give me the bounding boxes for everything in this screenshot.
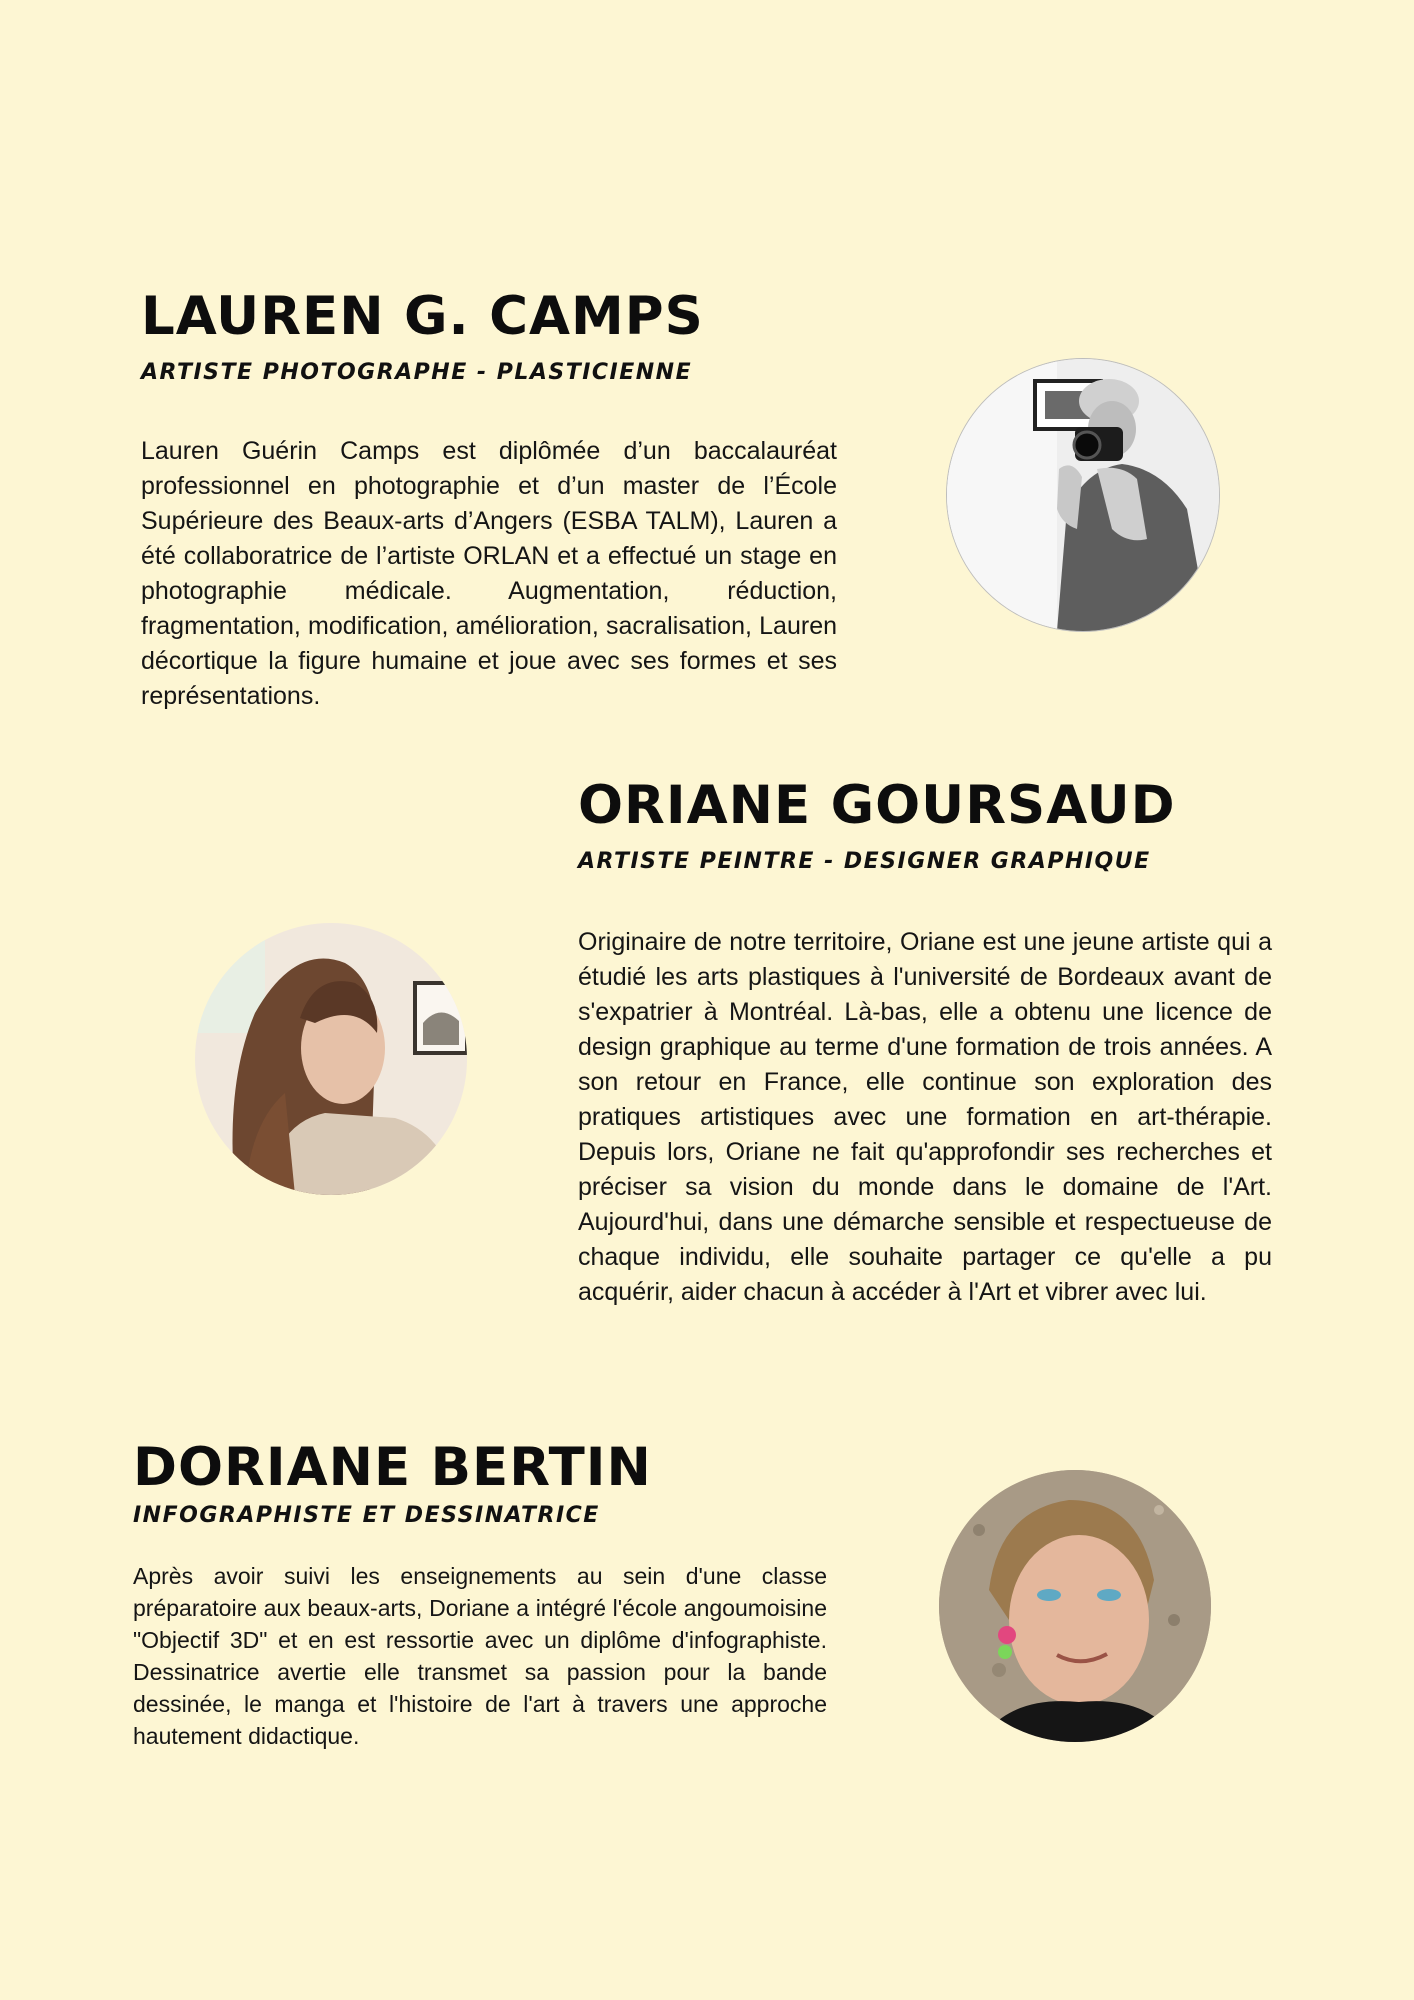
- artist-role-lauren-camps: ARTISTE PHOTOGRAPHE - PLASTICIENNE: [141, 360, 693, 385]
- artist-name-lauren-camps: LAUREN G. CAMPS: [141, 286, 704, 347]
- artist-role-oriane-goursaud: ARTISTE PEINTRE - DESIGNER GRAPHIQUE: [578, 849, 1151, 874]
- portrait-photo-oriane-goursaud: [195, 923, 467, 1195]
- artist-bio-lauren-camps: Lauren Guérin Camps est diplômée d’un baccalauréat professionnel en photographie et d’un master de l’École Supérieure des Beaux-arts d’Angers (ESBA TALM), Lauren a été collaboratrice de l’artiste ORLAN et a effectué un stage en photographie médicale. Augmentation, réduction, fragmentation, modification, amélioration, sacralisation, Lauren décortique la figure humaine et joue avec ses formes et ses représentations.: [141, 437, 837, 710]
- artist-name-doriane-bertin: DORIANE BERTIN: [133, 1437, 652, 1498]
- artist-bio-oriane-goursaud: Originaire de notre territoire, Oriane est une jeune artiste qui a étudié les arts plastiques à l'université de Bordeaux avant de s'expatrier à Montréal. Là-bas, elle a obtenu une licence de design graphique au terme d'une formation de trois années. A son retour en France, elle continue son exploration des pratiques artistiques avec une formation en art-thérapie. Depuis lors, Oriane ne fait qu'approfondir ses recherches et préciser sa vision du monde dans le domaine de l'Art. Aujourd'hui, dans une démarche sensible et respectueuse de chaque individu, elle souhaite partager ce qu'elle a pu acquérir, aider chacun à accéder à l'Art et vibrer avec lui.: [578, 928, 1272, 1306]
- portrait-photo-doriane-bertin: [939, 1470, 1211, 1742]
- artist-bio-doriane-bertin: Après avoir suivi les enseignements au sein d'une classe préparatoire aux beaux-arts, Doriane a intégré l'école angoumoisine "Objectif 3D" et en est ressortie avec un diplôme d'infographiste. Dessinatrice avertie elle transmet sa passion pour la bande dessinée, le manga et l'histoire de l'art à travers une approche hautement didactique.: [133, 1563, 827, 1749]
- portrait-photo-lauren-camps: [946, 358, 1220, 632]
- artist-role-doriane-bertin: INFOGRAPHISTE ET DESSINATRICE: [133, 1503, 600, 1528]
- artist-name-oriane-goursaud: ORIANE GOURSAUD: [578, 775, 1176, 836]
